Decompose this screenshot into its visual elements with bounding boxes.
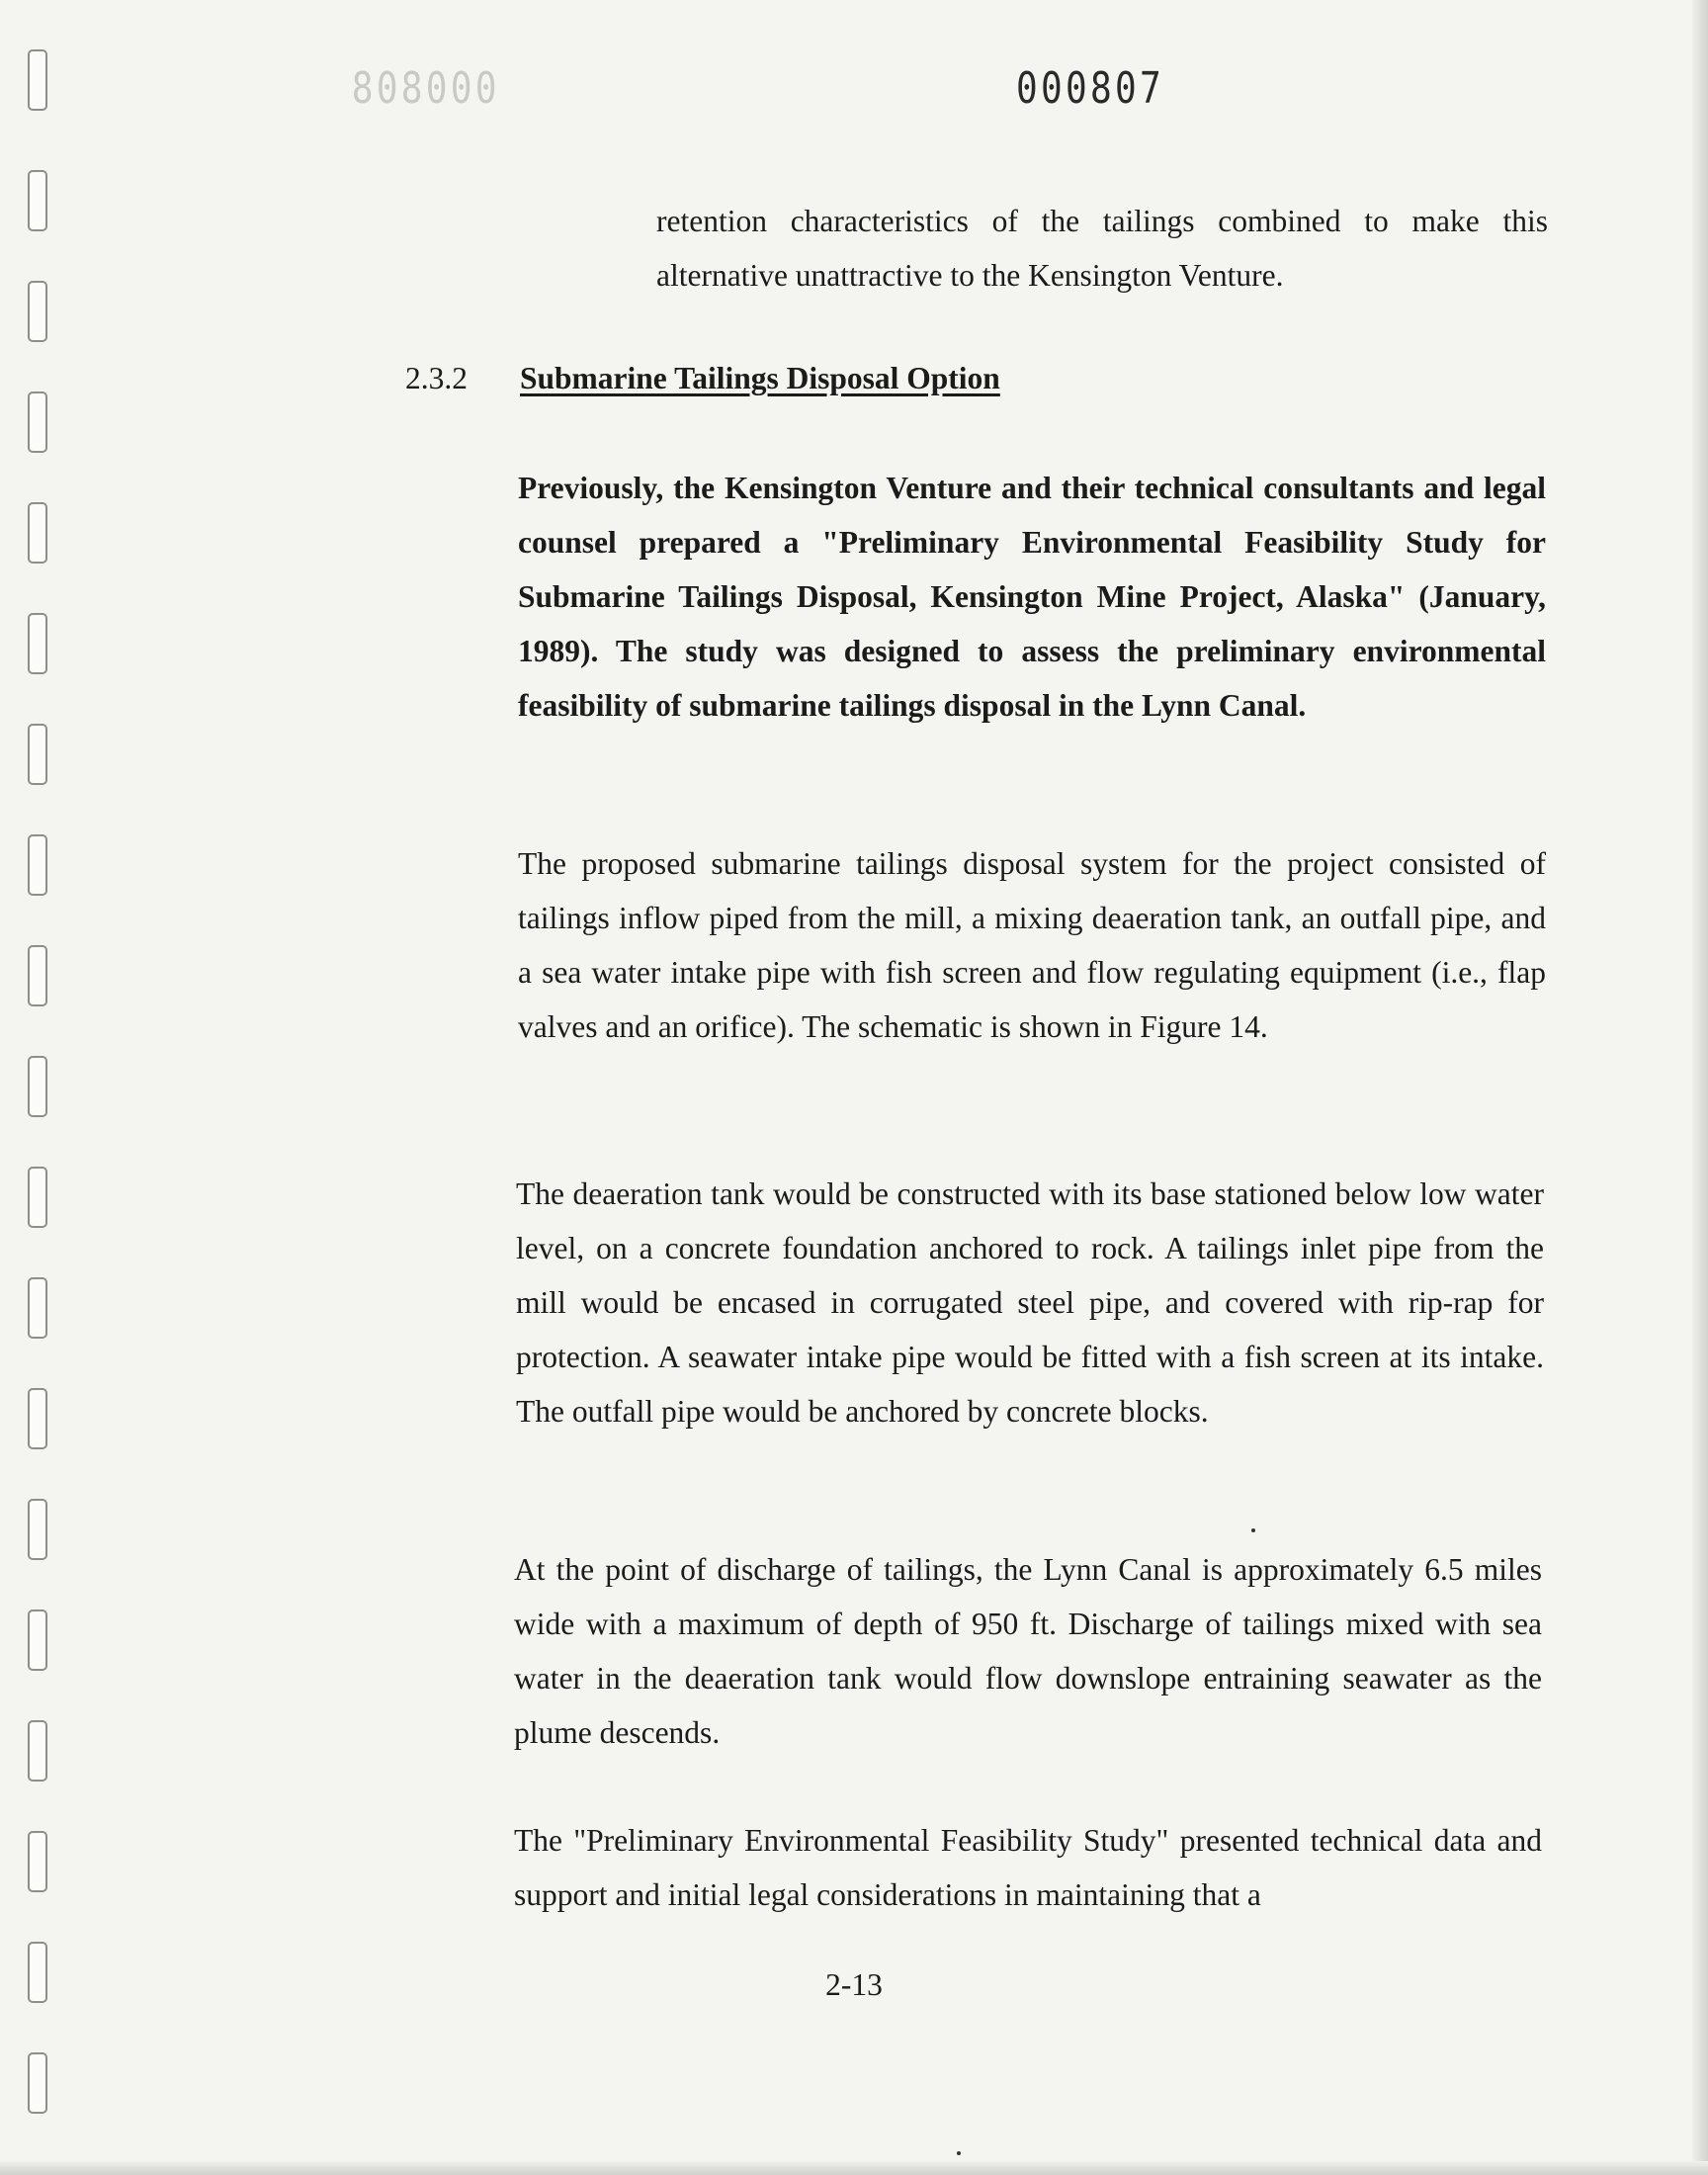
binder-hole xyxy=(28,49,47,111)
binder-hole xyxy=(28,1277,47,1339)
paragraph-study-intro: Previously, the Kensington Venture and their technical consultants and legal counsel prepared a "Preliminary Environmental Feasibility Study for Submarine Tailings Disposal, Kensington Mine Project, Alaska" (January, 1989). The study was designed to assess the preliminary environmental feasibility of submarine tailings disposal in the Lynn Canal. xyxy=(518,471,1546,723)
section-number: 2.3.2 xyxy=(405,361,468,395)
section-title: Submarine Tailings Disposal Option xyxy=(520,361,1000,395)
binder-hole xyxy=(28,834,47,896)
page-bottom-shadow xyxy=(0,2161,1708,2175)
scan-speck xyxy=(1251,1528,1255,1532)
binder-hole xyxy=(28,1831,47,1892)
paragraph-feasibility-study: The "Preliminary Environmental Feasibility Study" presented technical data and support and initial legal considerations in maintaining that a xyxy=(514,1823,1542,1912)
binder-hole xyxy=(28,613,47,674)
binder-hole xyxy=(28,945,47,1006)
bates-number: 000807 xyxy=(1016,63,1165,114)
binder-hole xyxy=(28,1499,47,1560)
binder-hole xyxy=(28,1720,47,1782)
binder-hole xyxy=(28,2052,47,2114)
continued-paragraph: retention characteristics of the tailings combined to make this alternative unattractive to the Kensington Venture. xyxy=(656,204,1548,293)
scan-speck xyxy=(957,2151,961,2155)
paragraph-deaeration-tank: The deaeration tank would be constructed with its base stationed below low water level, on a concrete foundation anchored to rock. A tailings inlet pipe from the mill would be encased in corrugated steel pipe, and covered with rip-rap for protection. A seawater intake pipe would be fitted with a fish screen at its intake. The outfall pipe would be anchored by concrete blocks. xyxy=(516,1176,1544,1429)
binder-hole xyxy=(28,392,47,453)
binder-hole xyxy=(28,1388,47,1449)
binder-hole xyxy=(28,502,47,564)
binder-hole xyxy=(28,1167,47,1228)
binder-hole xyxy=(28,1056,47,1117)
paragraph-discharge-point: At the point of discharge of tailings, the Lynn Canal is approximately 6.5 miles wide with a maximum of depth of 950 ft. Discharge of tailings mixed with sea water in the deaeration tank would flow downslope entraining seawater as the plume descends. xyxy=(514,1552,1542,1750)
bleed-through-number: 000808 xyxy=(348,63,497,114)
page-number xyxy=(0,1958,1708,2012)
page-edge-shadow xyxy=(1692,0,1708,2175)
binder-hole xyxy=(28,281,47,342)
paragraph-system-description: The proposed submarine tailings disposal system for the project consisted of tailings inflow piped from the mill, a mixing deaeration tank, an outfall pipe, and a sea water intake pipe with fish screen and flow regulating equipment (i.e., flap valves and an orifice). The schematic is shown in Figure 14. xyxy=(518,846,1546,1044)
binder-hole xyxy=(28,1610,47,1671)
page-number-text: 2-13 xyxy=(825,1967,883,2002)
binder-hole xyxy=(28,724,47,785)
binder-hole xyxy=(28,170,47,231)
